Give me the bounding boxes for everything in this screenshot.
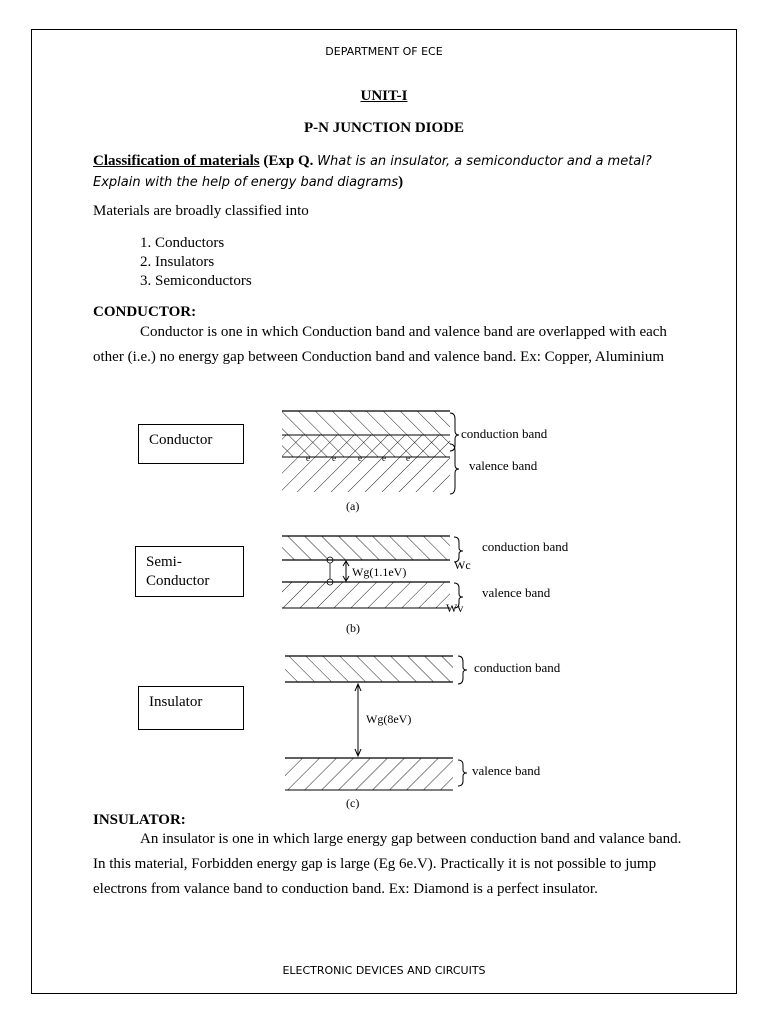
energy-band-diagrams (270, 400, 600, 820)
semiconductor-box: Semi- Conductor (135, 546, 244, 597)
classification-question (93, 151, 693, 193)
semi-conduction-label: conduction band (482, 539, 569, 554)
insulator-diagram (285, 656, 561, 810)
semiconductor-diagram (282, 536, 569, 635)
page-header: DEPARTMENT OF ECE (325, 45, 443, 58)
conductor-diagram (282, 411, 548, 513)
conductor-conduction-label: conduction band (461, 426, 548, 441)
intro-text: Materials are broadly classified into (93, 203, 309, 219)
insulator-text: An insulator is one in which large energy gap between conduction band and valance band. In this material, Forbidden energy gap is large (Eg 6e.V). Practically it is not possible to jump electrons from valance band to conduction band. Ex: Diamond is a perfect insulator. (93, 831, 682, 897)
brace-icon (450, 444, 459, 494)
electron-symbol: e (382, 453, 386, 463)
conductor-valence-band (282, 435, 450, 492)
electron-symbol: e (332, 453, 336, 463)
brace-icon (450, 413, 459, 451)
brace-icon (458, 760, 467, 786)
list-item: 1. Conductors (140, 235, 225, 251)
caption-c: (c) (346, 796, 360, 810)
semi-valence-label: valence band (482, 585, 551, 600)
classification-heading: Classification of materials (93, 153, 260, 169)
semi-gap-label: Wg(1.1eV) (352, 565, 407, 579)
materials-list (140, 234, 252, 291)
semi-conduction-band (282, 536, 450, 560)
wc-label: Wc (454, 558, 471, 572)
question-text: What is an insulator, a semiconductor and a metal? Explain with the help of energy band diagrams (93, 154, 652, 190)
conductor-box: Conductor (138, 424, 244, 464)
conductor-valence-label: valence band (469, 458, 538, 473)
caption-a: (a) (346, 499, 360, 513)
insul-valence-label: valence band (472, 763, 541, 778)
electron-symbol: e (358, 453, 362, 463)
page-footer: ELECTRONIC DEVICES AND CIRCUITS (282, 964, 486, 977)
caption-b: (b) (346, 621, 360, 635)
brace-icon (458, 656, 467, 684)
exp-label: (Exp Q. (263, 153, 314, 169)
electron-symbol: e (406, 453, 410, 463)
unit-title: UNIT-I (360, 88, 408, 104)
conductor-heading: CONDUCTOR: (93, 304, 197, 320)
question-close: ) (398, 174, 404, 190)
insul-conduction-band (285, 656, 453, 682)
semi-valence-band (282, 582, 450, 608)
insul-gap-label: Wg(8eV) (366, 712, 412, 726)
topic-title: P-N JUNCTION DIODE (303, 120, 464, 136)
insul-valence-band (285, 758, 453, 790)
list-item: 3. Semiconductors (140, 273, 252, 289)
conductor-text: Conductor is one in which Conduction band and valence band are overlapped with each other (i.e.) no energy gap between Conduction band and valence band. Ex: Copper, Aluminium (93, 324, 667, 365)
insul-conduction-label: conduction band (474, 660, 561, 675)
insulator-heading: INSULATOR: (93, 812, 186, 828)
insulator-box: Insulator (138, 686, 244, 730)
wv-label: Wv (446, 601, 464, 615)
electron-symbol: e (306, 453, 310, 463)
list-item: 2. Insulators (140, 254, 215, 270)
